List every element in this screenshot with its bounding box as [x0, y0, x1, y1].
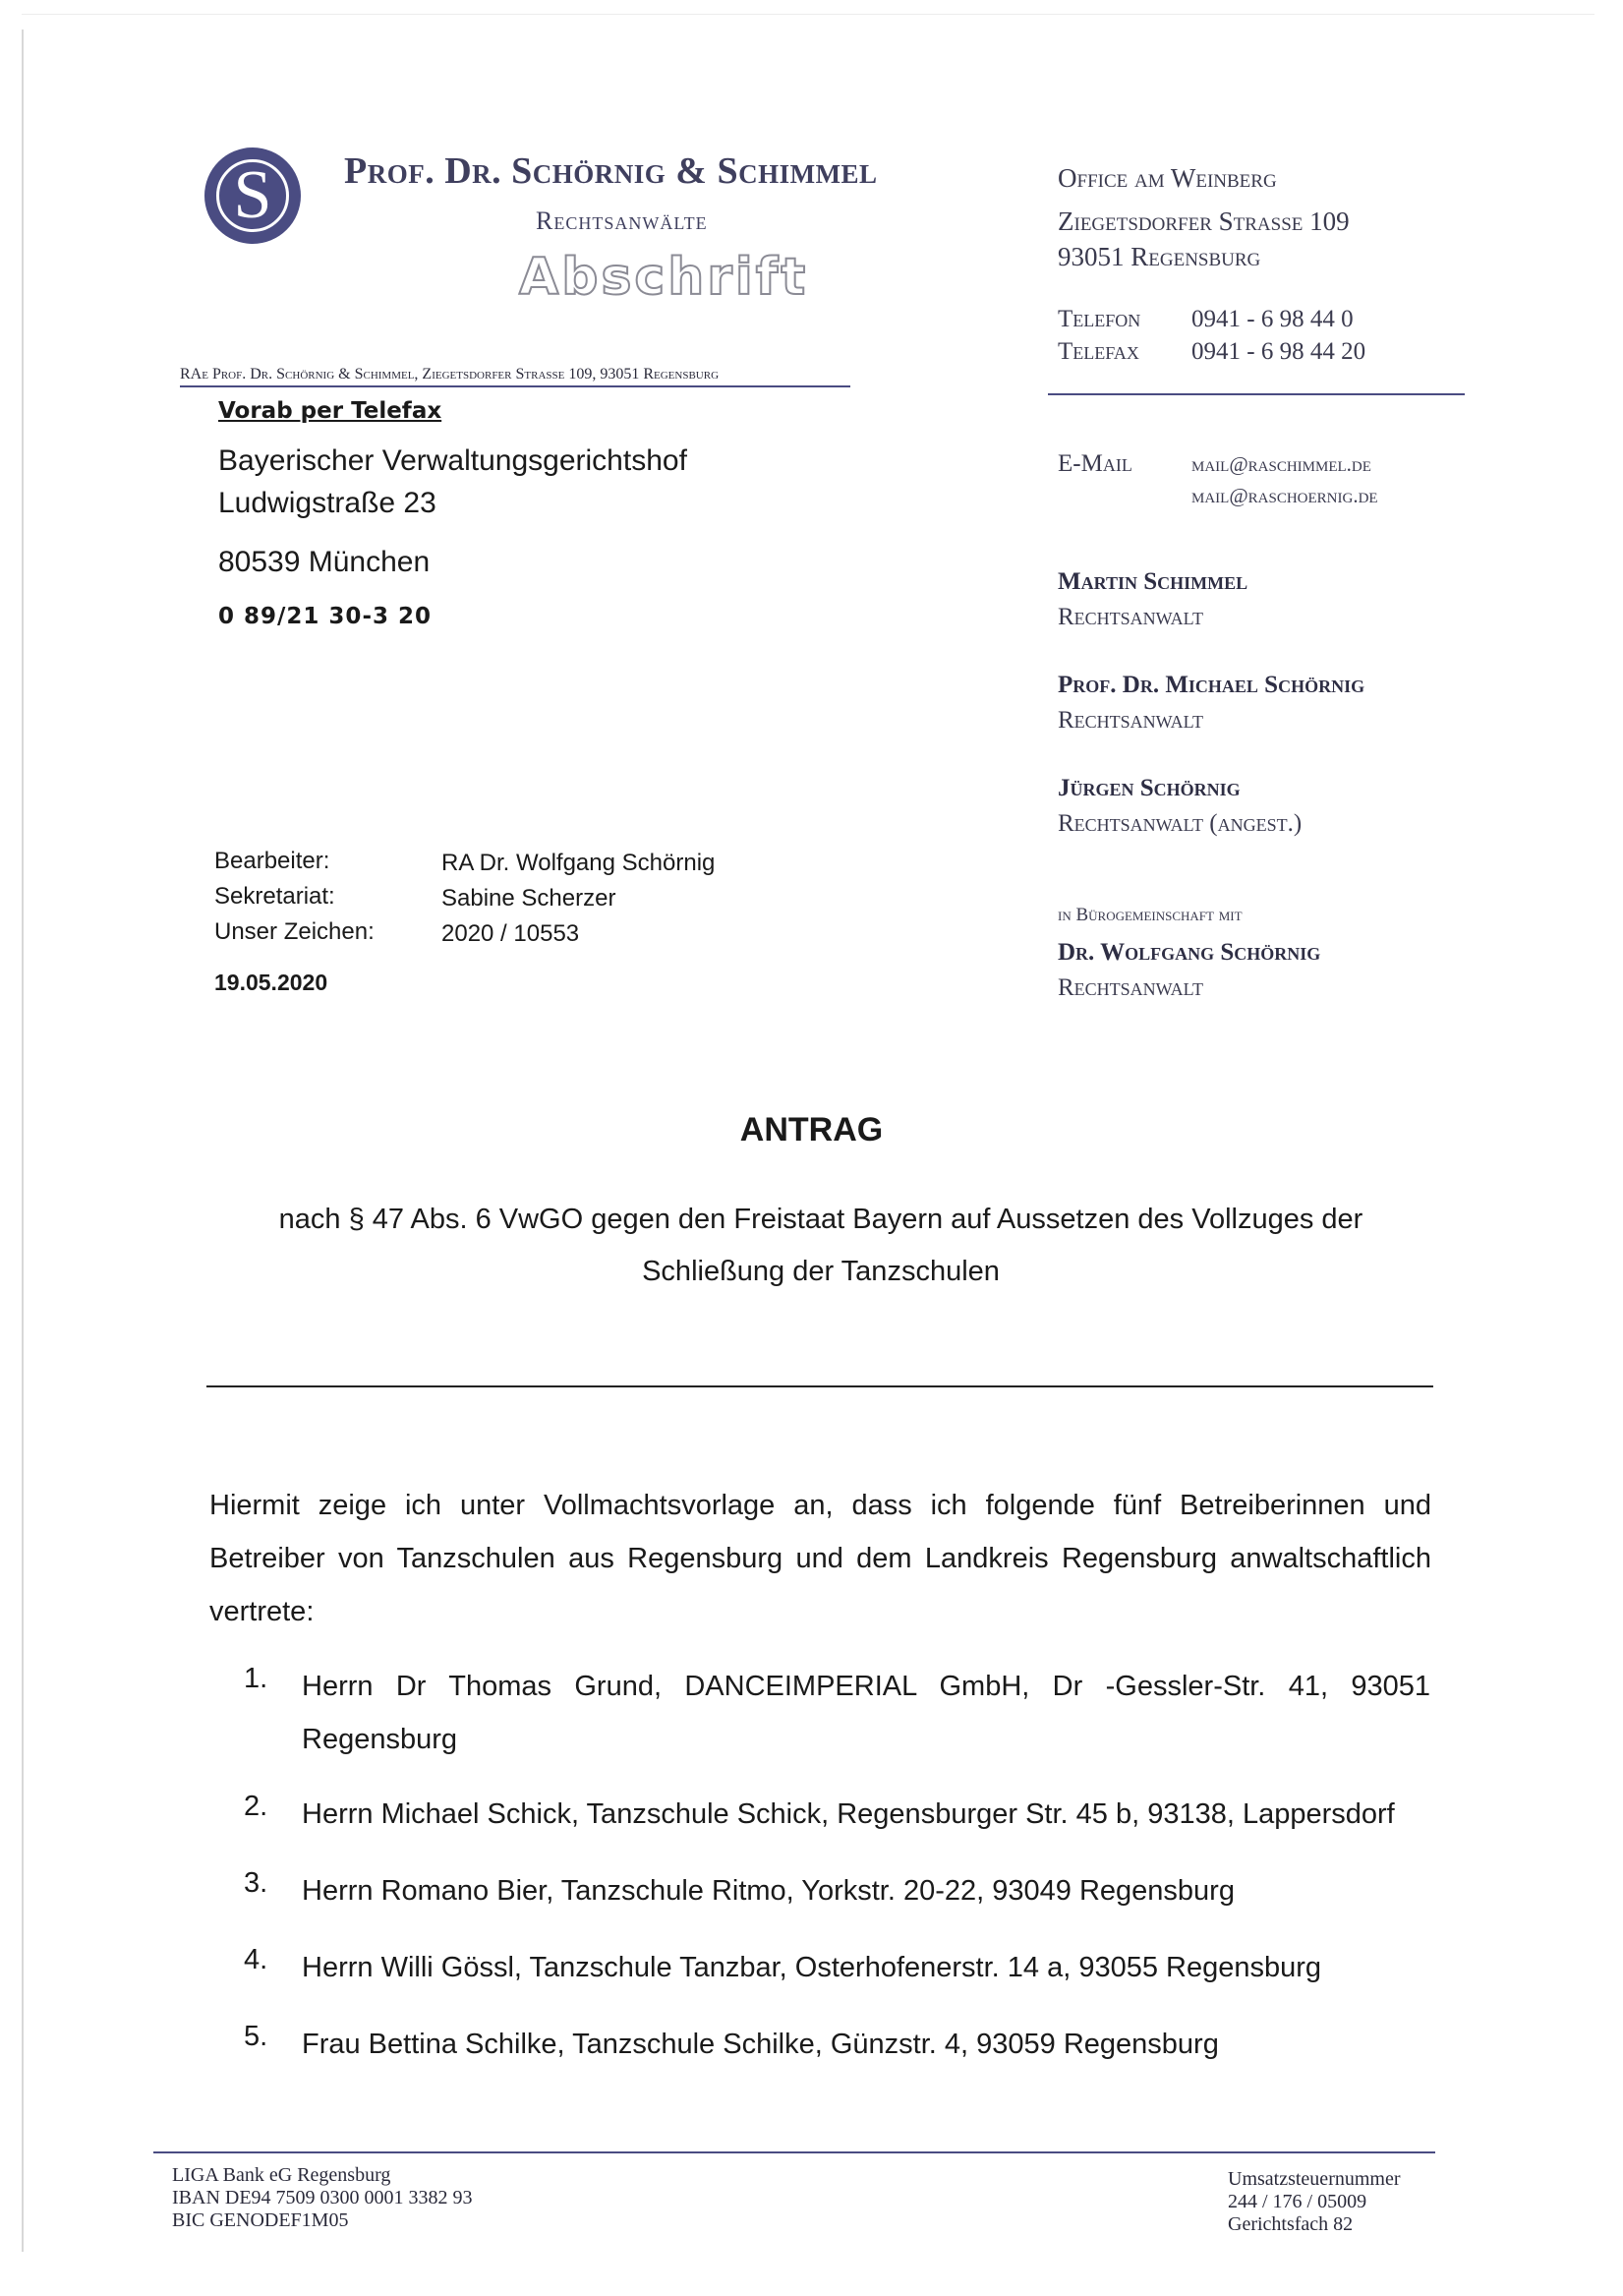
right-divider: [1048, 393, 1465, 395]
document-subtitle: [197, 1194, 1445, 1298]
list-item: Herrn Romano Bier, Tanzschule Ritmo, Yorkstr. 20-22, 93049 Regensburg: [302, 1875, 1235, 1907]
firm-name: Prof. Dr. Schörnig & Schimmel: [344, 150, 878, 192]
firm-logo: [204, 147, 301, 244]
telefon-label: Telefon: [1058, 306, 1141, 332]
telefon-number: 0941 - 6 98 44 0: [1191, 306, 1354, 332]
list-item: Herrn Willi Gössl, Tanzschule Tanzbar, Osterhofenerstr. 14 a, 93055 Regensburg: [302, 1952, 1322, 1983]
lawyer-role: Rechtsanwalt: [1058, 604, 1204, 630]
sekretariat-value: Sabine Scherzer: [441, 885, 616, 912]
lawyer-name: Martin Schimmel: [1058, 568, 1248, 595]
intro-paragraph: Hiermit zeige ich unter Vollmachtsvorlage an, dass ich folgende fünf Betreiberinnen und Betreiber von Tanzschulen aus Regensburg und dem Landkreis Regensburg anwaltschaftlich vertrete:: [209, 1490, 1431, 1627]
document-title: ANTRAG: [739, 1111, 884, 1148]
office-street: Ziegetsdorfer Strasse 109: [1058, 206, 1350, 236]
scan-edge-top: [22, 14, 1594, 15]
recipient-court: Bayerischer Verwaltungsgerichtshof: [218, 444, 687, 477]
sekretariat-label: Sekretariat:: [214, 883, 335, 910]
list-item: Herrn Dr Thomas Grund, DANCEIMPERIAL GmbH, Dr -Gessler-Str. 41, 93051 Regensburg: [302, 1671, 1430, 1755]
office-city: 93051 Regensburg: [1058, 242, 1261, 271]
footer-divider: [153, 2151, 1435, 2153]
sender-line: RAe Prof. Dr. Schörnig & Schimmel, Ziegetsdorfer Strasse 109, 93051 Regensburg: [180, 366, 850, 387]
list-number: 5.: [244, 2021, 268, 2052]
zeichen-label: Unser Zeichen:: [214, 918, 375, 945]
bank-iban: IBAN DE94 7509 0300 0001 3382 93: [172, 2187, 473, 2208]
email-address-1: mail@raschimmel.de: [1191, 452, 1371, 476]
buerogemeinschaft-name: Dr. Wolfgang Schörnig: [1058, 939, 1321, 966]
email-address-2: mail@raschoernig.de: [1191, 484, 1378, 507]
firm-subtitle: Rechtsanwälte: [536, 206, 708, 235]
document-date: 19.05.2020: [214, 970, 328, 995]
lawyer-name: Jürgen Schörnig: [1058, 775, 1241, 801]
footer-bank: [172, 2164, 473, 2232]
lawyer-role: Rechtsanwalt (angest.): [1058, 810, 1303, 837]
ust-label: Umsatzsteuernummer: [1228, 2168, 1401, 2190]
logo-s-glyph: S: [216, 159, 289, 232]
list-number: 1.: [244, 1663, 268, 1694]
bank-bic: BIC GENODEF1M05: [172, 2209, 349, 2231]
lawyer-name: Prof. Dr. Michael Schörnig: [1058, 672, 1365, 698]
bearbeiter-value: RA Dr. Wolfgang Schörnig: [441, 850, 716, 876]
list-number: 2.: [244, 1791, 268, 1822]
telefax-label: Telefax: [1058, 338, 1139, 365]
title-divider: [206, 1385, 1433, 1387]
list-number: 3.: [244, 1867, 268, 1899]
bearbeiter-label: Bearbeiter:: [214, 848, 330, 874]
subtitle-line: Schließung der Tanzschulen: [642, 1256, 1000, 1287]
vorab-telefax: Vorab per Telefax: [218, 398, 442, 424]
buerogemeinschaft-role: Rechtsanwalt: [1058, 974, 1204, 1001]
subtitle-line: nach § 47 Abs. 6 VwGO gegen den Freistaat Bayern auf Aussetzen des Vollzuges der: [278, 1204, 1363, 1235]
zeichen-value: 2020 / 10553: [441, 920, 580, 947]
email-label: E-Mail: [1058, 450, 1132, 477]
list-item: Herrn Michael Schick, Tanzschule Schick, Regensburger Str. 45 b, 93138, Lappersdorf: [302, 1798, 1395, 1830]
list-item: Frau Bettina Schilke, Tanzschule Schilke, Günzstr. 4, 93059 Regensburg: [302, 2029, 1219, 2060]
ust-number: 244 / 176 / 05009: [1228, 2191, 1367, 2212]
bank-name: LIGA Bank eG Regensburg: [172, 2164, 391, 2186]
office-name: Office am Weinberg: [1058, 163, 1277, 193]
buerogemeinschaft-label: in Bürogemeinschaft mit: [1058, 905, 1243, 925]
telefax-number: 0941 - 6 98 44 20: [1191, 338, 1366, 365]
footer-tax: [1228, 2168, 1401, 2236]
recipient-street: Ludwigstraße 23: [218, 487, 436, 519]
copy-stamp: Abschrift: [519, 248, 809, 307]
gerichtsfach: Gerichtsfach 82: [1228, 2213, 1354, 2235]
recipient-fax: 0 89/21 30-3 20: [218, 604, 433, 629]
list-number: 4.: [244, 1944, 268, 1975]
lawyer-role: Rechtsanwalt: [1058, 707, 1204, 734]
recipient-city: 80539 München: [218, 546, 431, 578]
